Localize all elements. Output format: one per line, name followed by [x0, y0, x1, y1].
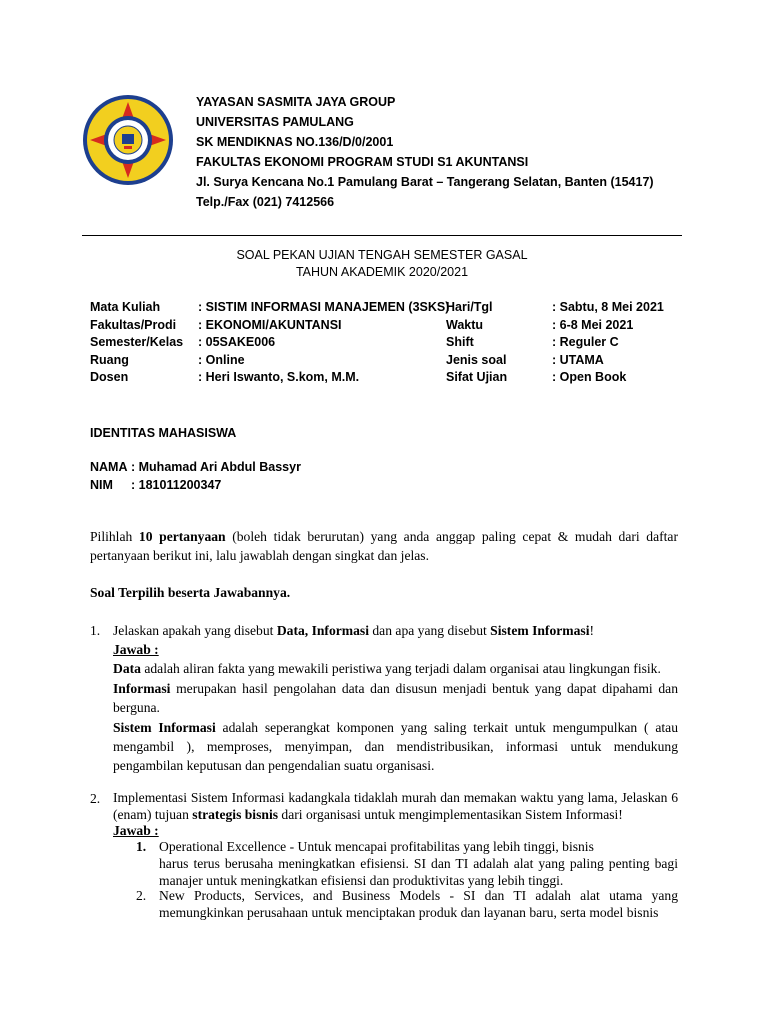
nim-value: : 181011200347 — [131, 478, 222, 492]
item-number: 2. — [136, 888, 147, 903]
question-number: 2. — [90, 791, 101, 806]
info-label: Semester/Kelas — [90, 335, 184, 350]
header-address: Jl. Surya Kencana No.1 Pamulang Barat – Tangerang Selatan, Banten (15417) — [196, 175, 654, 189]
info-value: : SISTIM INFORMASI MANAJEMEN (3SKS) — [198, 300, 450, 314]
exam-title-line2: TAHUN AKADEMIK 2020/2021 — [295, 265, 469, 279]
item-text — [159, 838, 678, 889]
item-line: Operational Excellence - Untuk mencapai profitabilitas yang lebih tinggi, bisnis — [159, 839, 594, 854]
header-phone: Telp./Fax (021) 7412566 — [196, 195, 335, 209]
instructions-count: 10 pertanyaan — [138, 529, 226, 544]
answer-1 — [113, 640, 678, 776]
info-label: Waktu — [446, 317, 484, 332]
question-number: 1. — [90, 623, 101, 638]
info-value: : UTAMA — [552, 352, 604, 367]
name-label: NAMA — [90, 460, 128, 474]
info-label: Shift — [446, 335, 474, 350]
header-foundation: YAYASAN SASMITA JAYA GROUP — [196, 95, 396, 109]
item-line: New Products, Services, and Business Models - SI dan TI adalah alat utama yang memungkinkan perusahaan untuk menciptakan produk dan layanan baru, serta model bisnis — [159, 888, 678, 920]
answer-label-2 — [113, 822, 678, 839]
nim-label: NIM — [90, 478, 113, 492]
info-row — [90, 317, 440, 335]
info-row — [446, 334, 676, 352]
info-label: Jenis soal — [446, 352, 507, 367]
section-title: Soal Terpilih beserta Jawabannya. — [90, 585, 291, 600]
info-value: : Reguler C — [552, 335, 619, 350]
info-row — [90, 369, 440, 387]
answer-data: Data adalah aliran fakta yang mewakili peristiwa yang terjadi dalam organisai atau lingkungan fisik. — [113, 661, 661, 677]
info-label: Fakultas/Prodi — [90, 317, 177, 332]
info-row — [90, 352, 440, 370]
info-row — [446, 317, 676, 335]
answer-label: Jawab : — [113, 823, 159, 838]
instructions — [90, 527, 678, 566]
item-line: harus terus berusaha meningkatkan efisiensi. SI dan TI adalah alat yang paling penting bagi manajer untuk meningkatkan efisiensi dan produktivitas yang lebih tinggi. — [159, 856, 678, 888]
identity-heading: IDENTITAS MAHASISWA — [90, 426, 237, 440]
info-label: Ruang — [90, 352, 129, 367]
info-label: Dosen — [90, 370, 129, 385]
course-info-right — [446, 299, 676, 387]
header-divider — [82, 235, 682, 236]
instructions-post: (boleh tidak berurutan) yang anda anggap paling cepat & mudah dari daftar pertanyaan berikut ini, lalu jawablah dengan singkat dan jelas. — [90, 529, 678, 564]
info-value: : Heri Iswanto, S.kom, M.M. — [198, 370, 360, 385]
institution-header — [196, 92, 654, 212]
item-number: 1. — [136, 839, 147, 854]
header-decree: SK MENDIKNAS NO.136/D/0/2001 — [196, 135, 394, 149]
header-faculty: FAKULTAS EKONOMI PROGRAM STUDI S1 AKUNTANSI — [196, 155, 529, 169]
info-label: Hari/Tgl — [446, 300, 493, 314]
course-info-left — [90, 299, 450, 387]
info-value: : 6-8 Mei 2021 — [552, 317, 634, 332]
question-text: Jelaskan apakah yang disebut Data, Informasi dan apa yang disebut Sistem Informasi! — [113, 623, 595, 638]
student-nim — [90, 477, 222, 494]
answer-sistem-informasi: Sistem Informasi adalah seperangkat komponen yang saling terkait untuk mengumpulkan ( atau mengambil ), memproses, menyimpan, dan mendistribusikan, informasi untuk mendukung pengambilan keputusan dan pengendalian suatu organisasi. — [113, 719, 679, 774]
info-row — [446, 369, 676, 387]
answer-informasi: Informasi merupakan hasil pengolahan data dan disusun menjadi bentuk yang dapat dipahami dan berguna. — [113, 680, 678, 716]
info-label: Sifat Ujian — [446, 370, 508, 385]
exam-title — [82, 247, 682, 281]
exam-title-line1: SOAL PEKAN UJIAN TENGAH SEMESTER GASAL — [236, 248, 528, 262]
info-row — [90, 334, 440, 352]
student-name — [90, 459, 301, 476]
header-university: UNIVERSITAS PAMULANG — [196, 115, 354, 129]
info-value: : Sabtu, 8 Mei 2021 — [552, 300, 664, 314]
question-text: Implementasi Sistem Informasi kadangkala tidaklah murah dan memakan waktu yang lama, Jelaskan 6 (enam) tujuan strategis bisnis dari organisasi untuk mengimplementasikan Sistem Informasi! — [113, 790, 678, 822]
info-value: : EKONOMI/AKUNTANSI — [198, 317, 342, 332]
answer-label: Jawab : — [113, 642, 159, 657]
item-text — [159, 887, 678, 921]
info-row — [446, 352, 676, 370]
info-label: Mata Kuliah — [90, 300, 161, 314]
info-row — [90, 299, 450, 317]
university-seal-logo — [82, 94, 174, 186]
info-row — [446, 299, 676, 317]
instructions-pre: Pilihlah — [90, 529, 139, 544]
info-value: : Open Book — [552, 370, 627, 385]
name-value: : Muhamad Ari Abdul Bassyr — [131, 460, 301, 474]
info-value: : 05SAKE006 — [198, 335, 276, 350]
info-value: : Online — [198, 352, 245, 367]
